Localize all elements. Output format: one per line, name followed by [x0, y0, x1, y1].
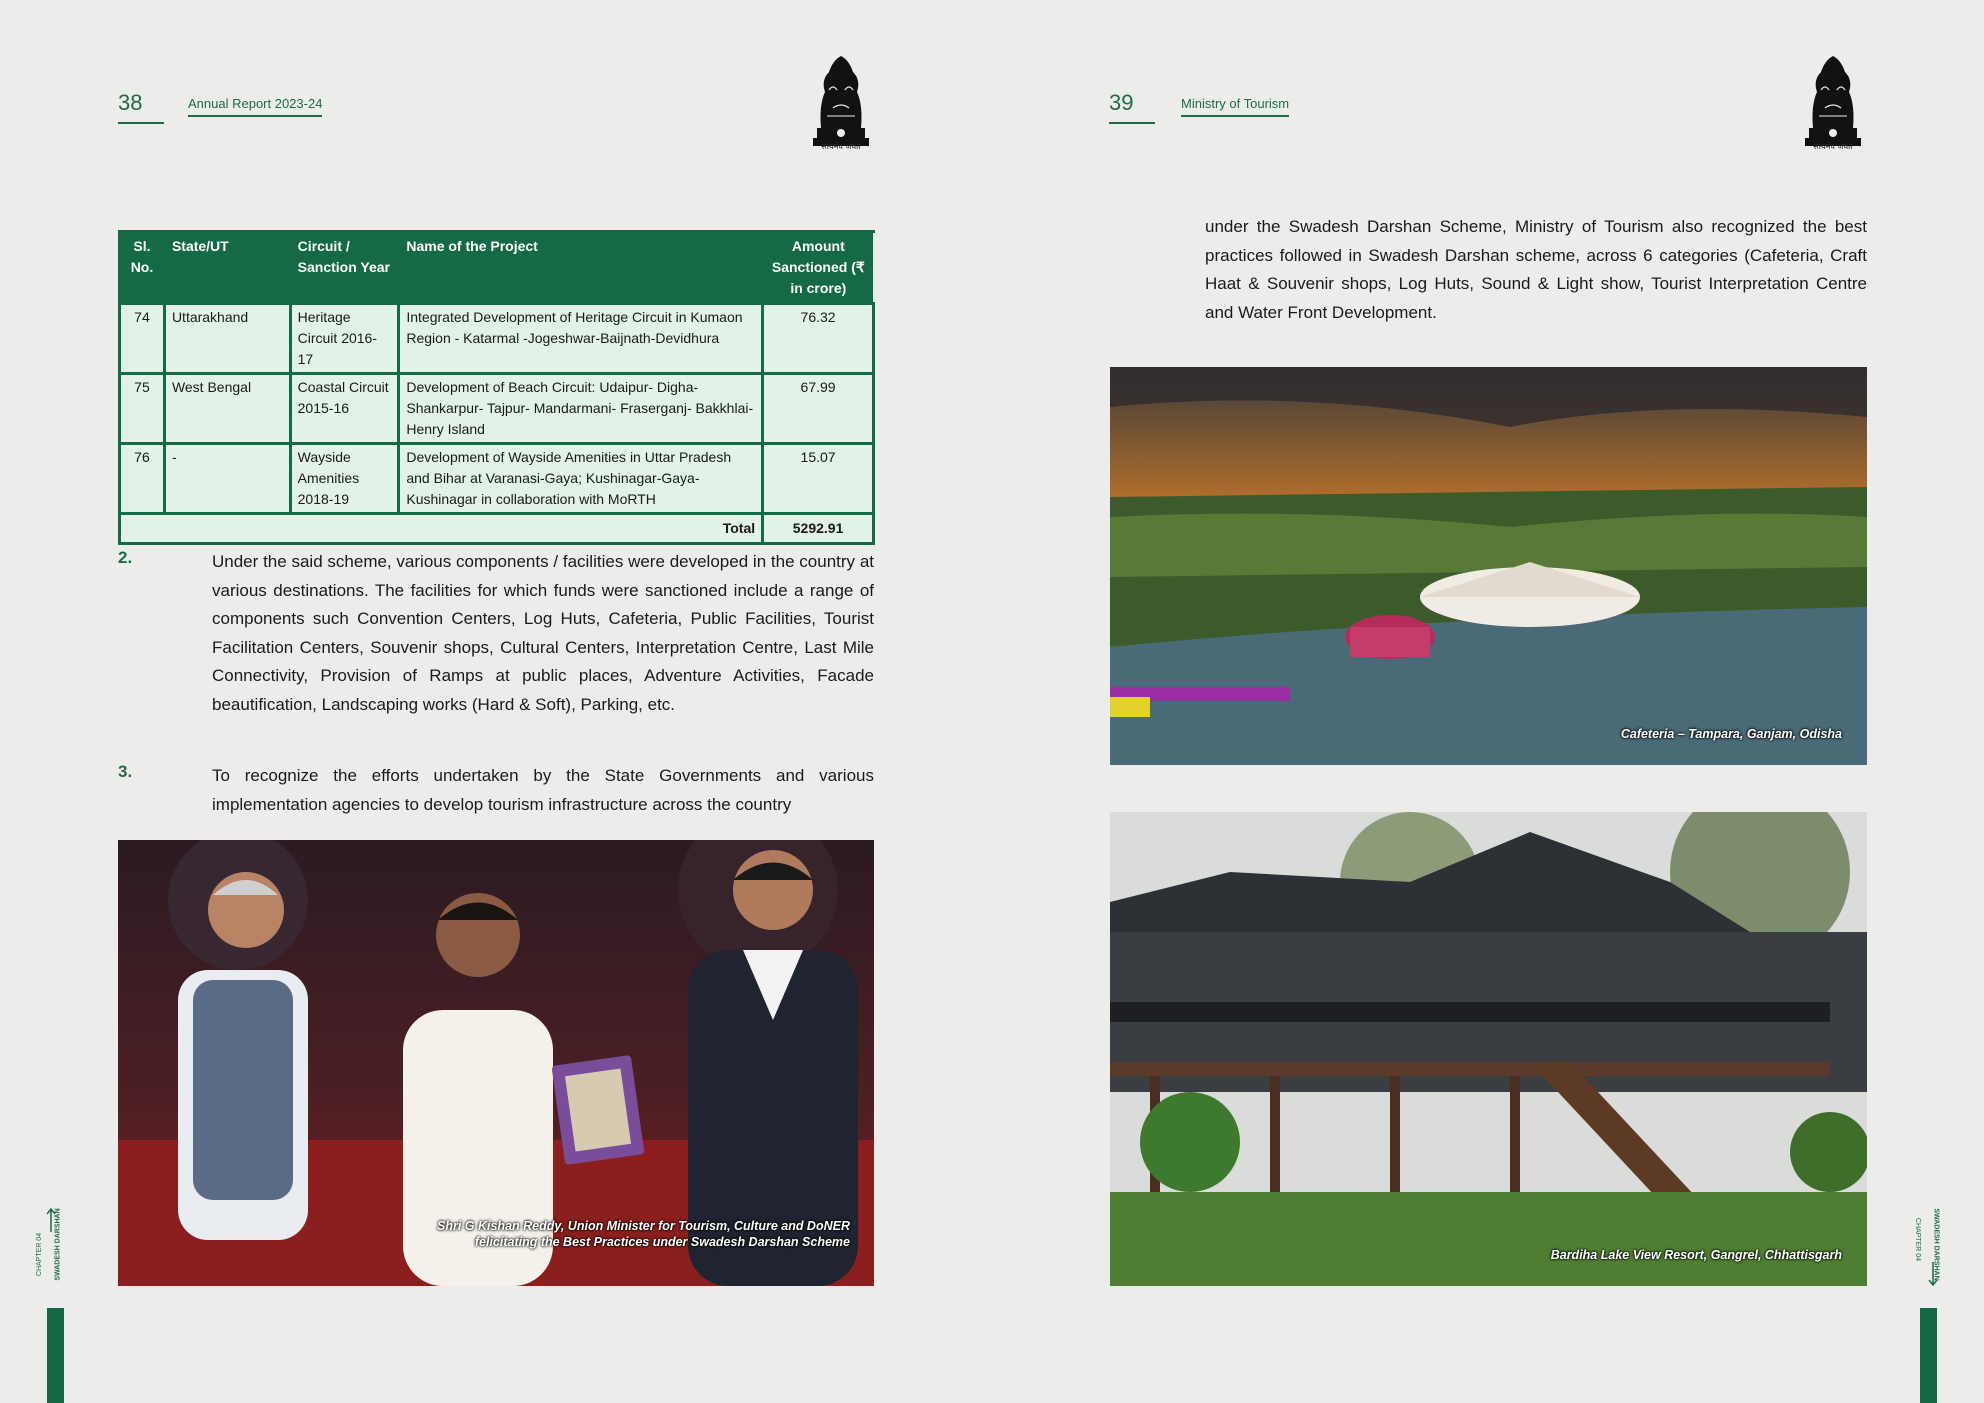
running-title: Annual Report 2023-24	[188, 96, 322, 117]
para-number: 3.	[118, 762, 133, 781]
cell-sl: 75	[120, 374, 165, 444]
table-total-row	[120, 514, 874, 544]
resort-caption: Bardiha Lake View Resort, Gangrel, Chhattisgarh	[1550, 1248, 1842, 1262]
running-title: Ministry of Tourism	[1181, 96, 1289, 117]
award-photo-caption: Shri G Kishan Reddy, Union Minister for Tourism, Culture and DoNER felicitating the Best Practices under Swadesh Darshan Scheme	[437, 1219, 850, 1249]
cell-state: -	[164, 444, 290, 514]
side-chapter-title: SWADESH DARSHAN	[1932, 1208, 1940, 1281]
arrow-up-icon	[46, 1208, 56, 1232]
paragraph-3: To recognize the efforts undertaken by the State Governments and various implementation agencies to develop tourism infrastructure across the country	[212, 766, 874, 814]
table-row	[120, 444, 874, 514]
emblem-motto: सत्यमेव जयते	[821, 142, 861, 151]
cell-state: West Bengal	[164, 374, 290, 444]
cell-circuit: Wayside Amenities 2018-19	[290, 444, 399, 514]
paragraph-2: Under the said scheme, various components / facilities were developed in the country at various destinations. The facilities for which funds were sanctioned include a range of components such Convention Centers, Log Huts, Cafeteria, Public Facilities, Tourist Facilitation Centers, Souvenir shops, Cultural Centers, Interpretation Centre, Last Mile Connectivity, Provision of Ramps at public places, Adventure Activities, Facade beautification, Landscaping works (Hard & Soft), Parking, etc.	[212, 552, 874, 714]
side-chapter-title: SWADESH DARSHAN	[54, 1208, 62, 1281]
cafeteria-caption: Cafeteria – Tampara, Ganjam, Odisha	[1620, 727, 1842, 741]
cell-amount: 76.32	[763, 304, 874, 374]
header-circuit: Circuit / Sanction Year	[290, 232, 399, 304]
side-chapter-number: CHAPTER 04	[36, 1232, 44, 1277]
cell-state: Uttarakhand	[164, 304, 290, 374]
cell-amount: 67.99	[763, 374, 874, 444]
projects-table	[118, 230, 875, 545]
total-label: Total	[120, 514, 763, 544]
cell-circuit: Heritage Circuit 2016-17	[290, 304, 399, 374]
green-side-bar	[47, 1308, 64, 1403]
continued-paragraph: under the Swadesh Darshan Scheme, Ministry of Tourism also recognized the best practices followed in Swadesh Darshan scheme, across 6 categories (Cafeteria, Craft Haat & Souvenir shops, Log Huts, Sound & Light show, Tourist Interpretation Centre and Water Front Development.	[1205, 217, 1867, 322]
header-amount: Amount Sanctioned (₹ in crore)	[763, 232, 874, 304]
cell-project: Integrated Development of Heritage Circuit in Kumaon Region - Katarmal -Jogeshwar-Baijnath-Devidhura	[399, 304, 763, 374]
cell-circuit: Coastal Circuit 2015-16	[290, 374, 399, 444]
table-header-row	[120, 232, 874, 304]
page-number: 39	[1109, 90, 1155, 124]
emblem-motto: सत्यमेव जयते	[1813, 142, 1853, 151]
cell-project: Development of Wayside Amenities in Uttar Pradesh and Bihar at Varanasi-Gaya; Kushinagar-Gaya- Kushinagar in collaboration with MoRTH	[399, 444, 763, 514]
cafeteria-photo	[1110, 367, 1867, 765]
para-number: 2.	[118, 548, 133, 567]
header-state: State/UT	[164, 232, 290, 304]
green-side-bar	[1920, 1308, 1937, 1403]
resort-photo	[1110, 812, 1867, 1286]
table-row	[120, 374, 874, 444]
total-value: 5292.91	[763, 514, 874, 544]
header-project: Name of the Project	[399, 232, 763, 304]
header-sl-no: Sl. No.	[120, 232, 165, 304]
side-chapter-number: CHAPTER 04	[1914, 1217, 1922, 1262]
page-number: 38	[118, 90, 164, 124]
cell-sl: 76	[120, 444, 165, 514]
cell-project: Development of Beach Circuit: Udaipur- Digha- Shankarpur- Tajpur- Mandarmani- Fraserganj- Bakkhlai- Henry Island	[399, 374, 763, 444]
arrow-down-icon	[1928, 1262, 1938, 1286]
cell-sl: 74	[120, 304, 165, 374]
table-row	[120, 304, 874, 374]
cell-amount: 15.07	[763, 444, 874, 514]
